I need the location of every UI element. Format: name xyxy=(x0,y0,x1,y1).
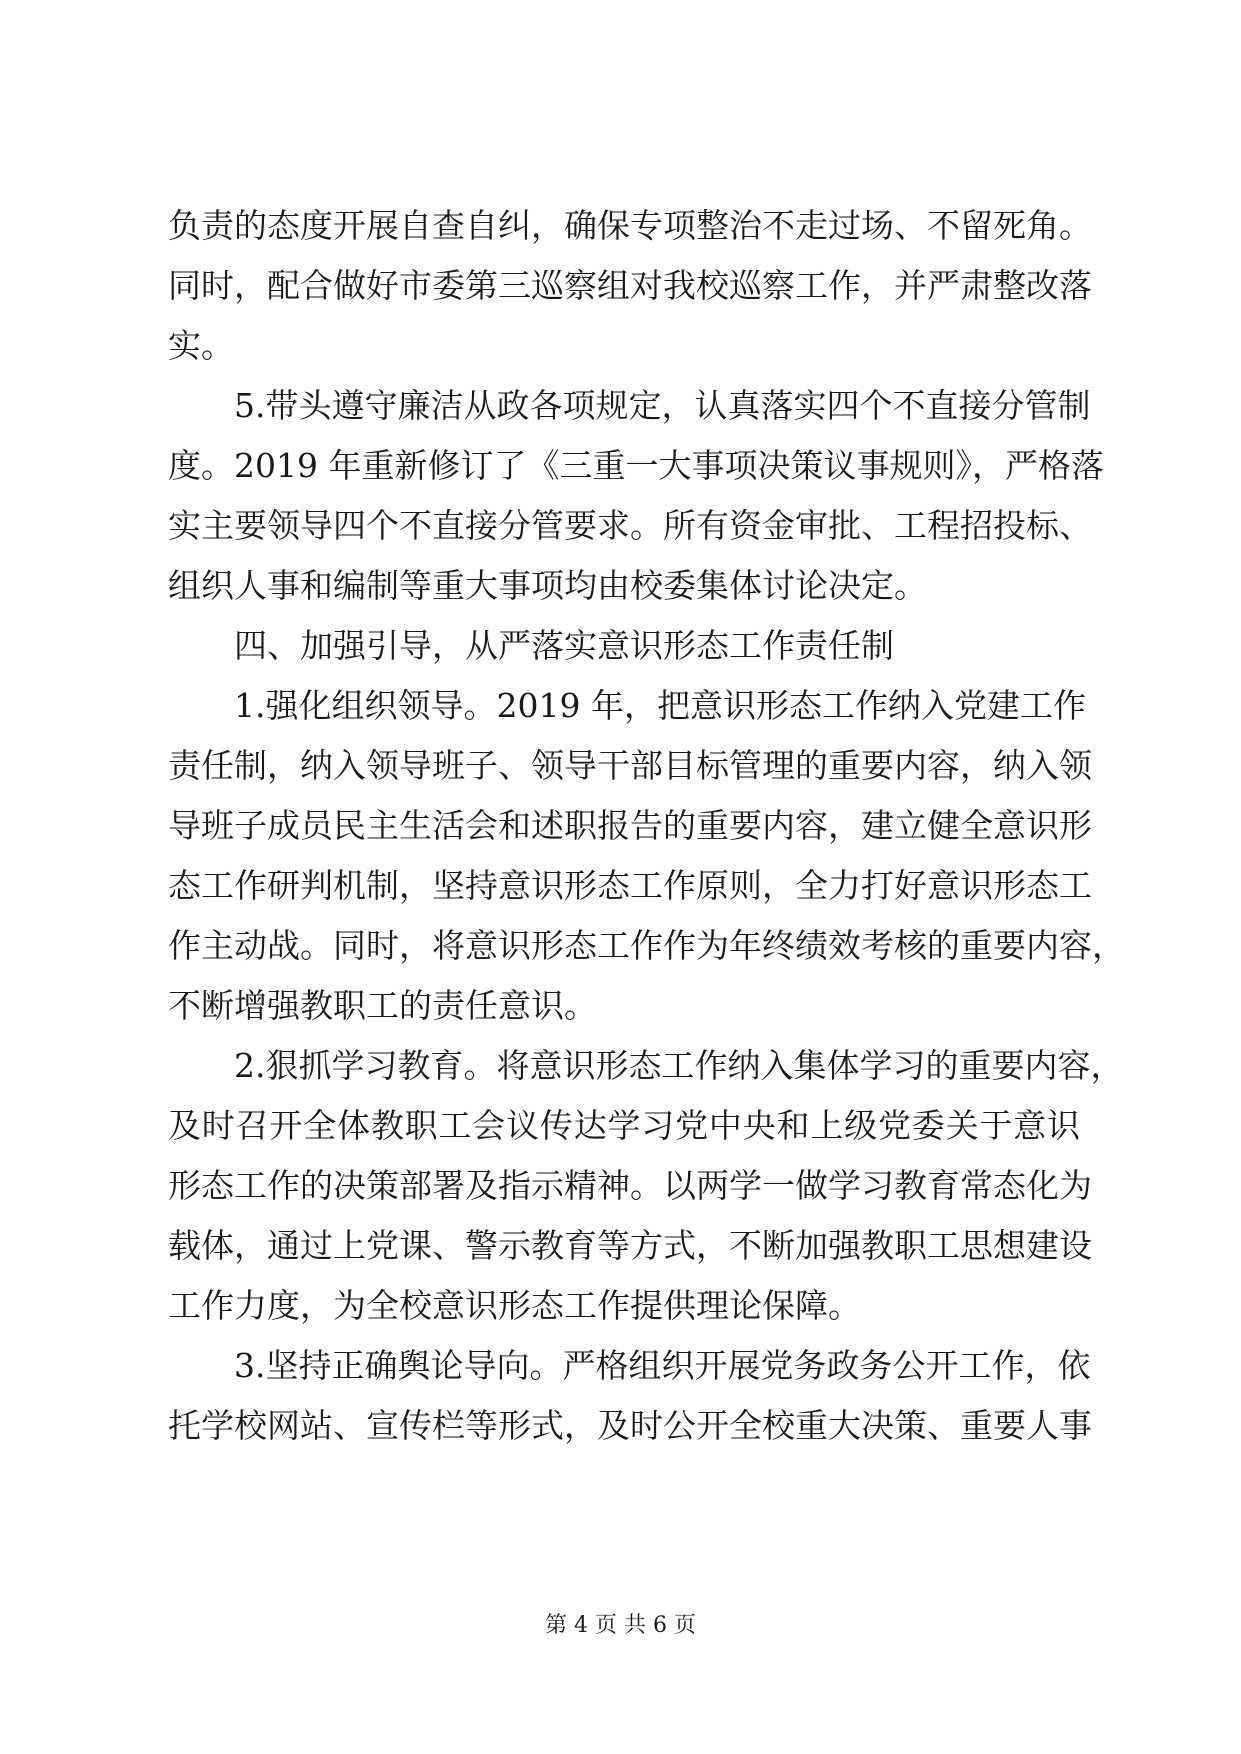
page-number-footer: 第 4 页 共 6 页 xyxy=(545,1613,696,1638)
text-line: 工作力度，为全校意识形态工作提供理论保障。 xyxy=(168,1286,861,1325)
text-line: 5.带头遵守廉洁从政各项规定，认真落实四个不直接分管制 xyxy=(234,386,1091,425)
text-line: 组织人事和编制等重大事项均由校委集体讨论决定。 xyxy=(168,566,927,605)
text-line: 态工作研判机制，坚持意识形态工作原则，全力打好意识形态工 xyxy=(168,866,1092,905)
text-line: 及时召开全体教职工会议传达学习党中央和上级党委关于意识 xyxy=(168,1106,1080,1145)
text-line: 负责的态度开展自查自纠，确保专项整治不走过场、不留死角。 xyxy=(168,206,1092,245)
text-line: 载体，通过上党课、警示教育等方式，不断加强教职工思想建设 xyxy=(168,1226,1092,1265)
text-line: 四、加强引导，从严落实意识形态工作责任制 xyxy=(234,626,894,665)
text-line: 1.强化组织领导。2019 年，把意识形态工作纳入党建工作 xyxy=(234,686,1086,725)
text-line: 作主动战。同时，将意识形态工作作为年终绩效考核的重要内容， xyxy=(168,926,1125,965)
text-line: 责任制，纳入领导班子、领导干部目标管理的重要内容，纳入领 xyxy=(168,746,1092,785)
document-body xyxy=(168,196,1125,1456)
text-line: 实。 xyxy=(168,326,234,365)
text-line: 导班子成员民主生活会和述职报告的重要内容，建立健全意识形 xyxy=(168,806,1092,845)
text-line: 形态工作的决策部署及指示精神。以两学一做学习教育常态化为 xyxy=(168,1166,1092,1205)
text-line: 不断增强教职工的责任意识。 xyxy=(168,986,597,1025)
text-line: 度。2019 年重新修订了《三重一大事项决策议事规则》，严格落 xyxy=(168,446,1104,485)
text-line: 实主要领导四个不直接分管要求。所有资金审批、工程招投标、 xyxy=(168,506,1092,545)
text-line: 同时，配合做好市委第三巡察组对我校巡察工作，并严肃整改落 xyxy=(168,266,1092,305)
text-line: 2.狠抓学习教育。将意识形态工作纳入集体学习的重要内容， xyxy=(234,1046,1124,1085)
text-line: 托学校网站、宣传栏等形式，及时公开全校重大决策、重要人事 xyxy=(168,1406,1092,1445)
text-line: 3.坚持正确舆论导向。严格组织开展党务政务公开工作，依 xyxy=(234,1346,1091,1385)
